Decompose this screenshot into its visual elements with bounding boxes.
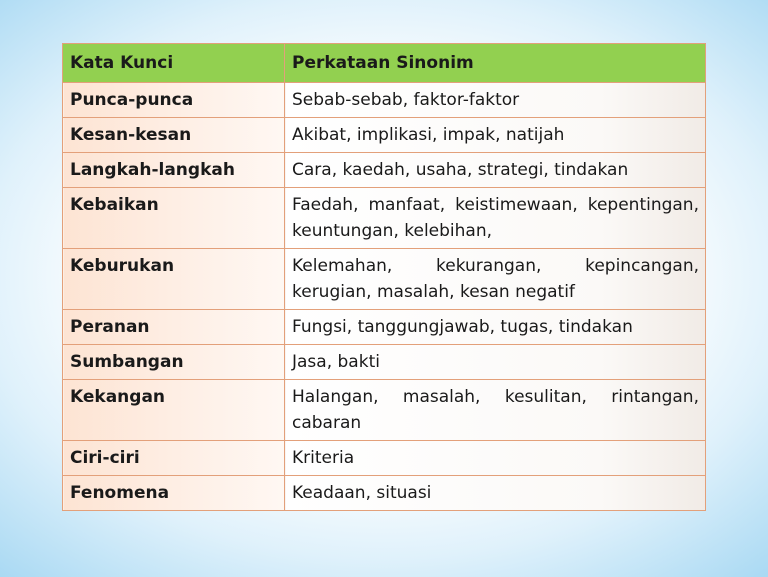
keyword-cell: Fenomena bbox=[63, 476, 285, 511]
keyword-cell: Sumbangan bbox=[63, 345, 285, 380]
keyword-cell: Kesan-kesan bbox=[63, 118, 285, 153]
synonym-cell: Akibat, implikasi, impak, natijah bbox=[285, 118, 706, 153]
table-row bbox=[63, 249, 706, 310]
synonym-cell: Kriteria bbox=[285, 441, 706, 476]
table-row bbox=[63, 476, 706, 511]
synonym-table bbox=[62, 43, 706, 511]
keyword-cell: Kebaikan bbox=[63, 188, 285, 249]
table-row bbox=[63, 153, 706, 188]
keyword-cell: Punca-punca bbox=[63, 83, 285, 118]
keyword-cell: Peranan bbox=[63, 310, 285, 345]
synonym-cell: Sebab-sebab, faktor-faktor bbox=[285, 83, 706, 118]
synonym-cell: Keadaan, situasi bbox=[285, 476, 706, 511]
synonym-cell: Cara, kaedah, usaha, strategi, tindakan bbox=[285, 153, 706, 188]
table-row bbox=[63, 118, 706, 153]
synonym-cell: Fungsi, tanggungjawab, tugas, tindakan bbox=[285, 310, 706, 345]
synonym-cell: Kelemahan, kekurangan, kepincangan, kerugian, masalah, kesan negatif bbox=[285, 249, 706, 310]
table-row bbox=[63, 188, 706, 249]
header-keyword: Kata Kunci bbox=[63, 44, 285, 83]
table-row bbox=[63, 441, 706, 476]
keyword-cell: Kekangan bbox=[63, 380, 285, 441]
keyword-cell: Ciri-ciri bbox=[63, 441, 285, 476]
header-synonym: Perkataan Sinonim bbox=[285, 44, 706, 83]
synonym-cell: Jasa, bakti bbox=[285, 345, 706, 380]
table-row bbox=[63, 345, 706, 380]
table-header-row bbox=[63, 44, 706, 83]
synonym-cell: Faedah, manfaat, keistimewaan, kepentingan, keuntungan, kelebihan, bbox=[285, 188, 706, 249]
keyword-cell: Langkah-langkah bbox=[63, 153, 285, 188]
table-row bbox=[63, 83, 706, 118]
synonym-cell: Halangan, masalah, kesulitan, rintangan, cabaran bbox=[285, 380, 706, 441]
table-row bbox=[63, 380, 706, 441]
table-row bbox=[63, 310, 706, 345]
keyword-cell: Keburukan bbox=[63, 249, 285, 310]
